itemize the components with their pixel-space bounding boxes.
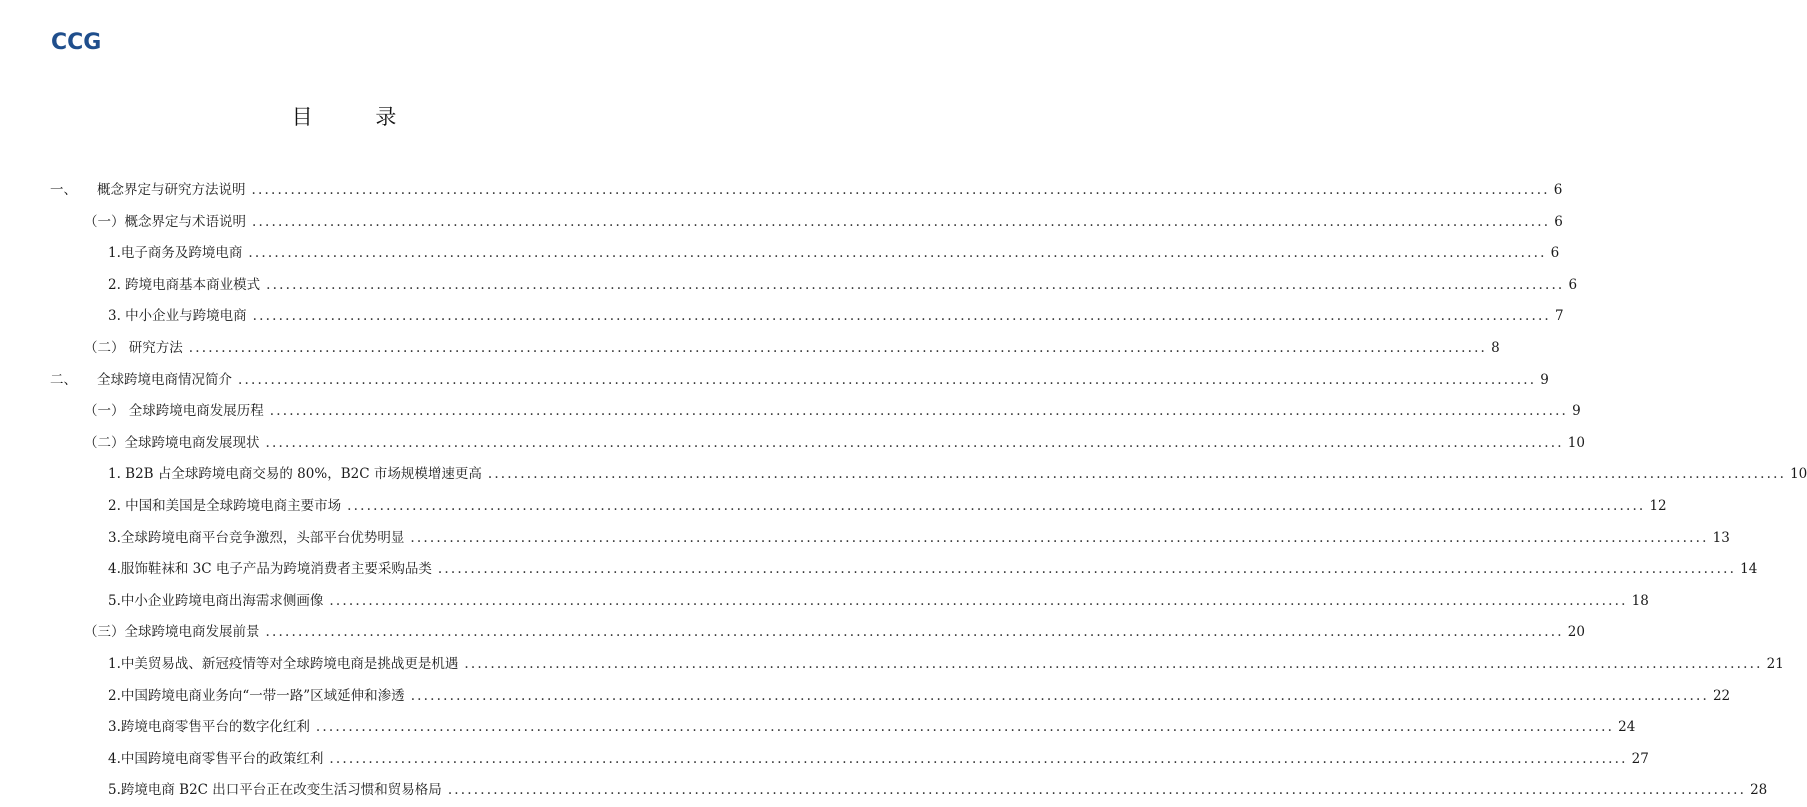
toc-leader-dots: ........................................................................................................................................................................................................: [252, 308, 1551, 324]
toc-entry-page-number: 8: [1491, 340, 1500, 356]
toc-leader-dots: ........................................................................................................................................................................................................: [251, 182, 1550, 198]
ccg-logo: CCG: [51, 30, 102, 55]
toc-entry-title: 2. 跨境电商基本商业模式: [108, 277, 261, 293]
toc-leader-dots: ........................................................................................................................................................................................................: [329, 751, 1628, 767]
toc-entry-title: 2.中国跨境电商业务向“一带一路”区域延伸和渗透: [108, 688, 405, 704]
toc-entry-number: 二、: [50, 372, 77, 388]
toc-entry-title: （二） 研究方法: [84, 340, 183, 356]
toc-entry-page-number: 10: [1790, 466, 1807, 482]
toc-entry-title: 概念界定与研究方法说明: [97, 182, 246, 198]
toc-entry[interactable]: [108, 747, 1649, 771]
toc-entry[interactable]: [108, 684, 1731, 708]
toc-leader-dots: ........................................................................................................................................................................................................: [437, 561, 1737, 577]
toc-leader-dots: ........................................................................................................................................................................................................: [410, 530, 1709, 546]
toc-entry-title: 4.服饰鞋袜和 3C 电子产品为跨境消费者主要采购品类: [108, 561, 432, 577]
toc-entry-title: （一）概念界定与术语说明: [84, 214, 246, 230]
page-title: 目 录: [291, 105, 425, 129]
toc-entry[interactable]: [108, 304, 1564, 328]
toc-entry-page-number: 9: [1540, 372, 1549, 388]
toc-entry-title: 1.中美贸易战、新冠疫情等对全球跨境电商是挑战更是机遇: [108, 656, 459, 672]
toc-entry-page-number: 6: [1550, 245, 1560, 261]
toc-entry[interactable]: [84, 620, 1585, 644]
toc-entry-page-number: 22: [1712, 688, 1731, 704]
toc-entry[interactable]: [108, 778, 1768, 802]
toc-entry-number: 一、: [50, 182, 77, 198]
toc-entry[interactable]: [108, 494, 1667, 518]
toc-entry[interactable]: [84, 336, 1500, 360]
toc-entry[interactable]: [50, 178, 1563, 202]
toc-leader-dots: ........................................................................................................................................................................................................: [248, 245, 1547, 261]
toc-entry-title: 3.全球跨境电商平台竞争激烈，头部平台优势明显: [108, 530, 405, 546]
toc-leader-dots: ........................................................................................................................................................................................................: [188, 340, 1488, 356]
toc-entry-title: 3.跨境电商零售平台的数字化红利: [108, 719, 310, 735]
toc-entry[interactable]: [108, 589, 1649, 613]
toc-entry-page-number: 14: [1740, 561, 1758, 577]
toc-leader-dots: ........................................................................................................................................................................................................: [238, 372, 1537, 388]
toc-leader-dots: ........................................................................................................................................................................................................: [315, 719, 1615, 735]
toc-entry[interactable]: [84, 431, 1585, 455]
toc-entry-page-number: 12: [1649, 498, 1667, 514]
toc-entry-page-number: 6: [1568, 277, 1578, 293]
toc-leader-dots: ........................................................................................................................................................................................................: [265, 435, 1564, 451]
toc-entry[interactable]: [108, 557, 1758, 581]
toc-entry[interactable]: [84, 399, 1581, 423]
toc-entry-page-number: 28: [1750, 782, 1768, 798]
toc-entry-page-number: 9: [1572, 403, 1581, 419]
toc-entry-page-number: 6: [1554, 214, 1563, 230]
toc-entry[interactable]: [108, 241, 1560, 265]
toc-entry[interactable]: [108, 462, 1807, 486]
toc-entry-page-number: 27: [1631, 751, 1649, 767]
toc-entry-page-number: 6: [1553, 182, 1563, 198]
toc-entry-page-number: 10: [1567, 435, 1585, 451]
toc-entry[interactable]: [50, 368, 1549, 392]
toc-leader-dots: ........................................................................................................................................................................................................: [265, 624, 1564, 640]
toc-leader-dots: ........................................................................................................................................................................................................: [347, 498, 1646, 514]
toc-leader-dots: ........................................................................................................................................................................................................: [487, 466, 1787, 482]
toc-entry-title: 1. B2B 占全球跨境电商交易的 80%，B2C 市场规模增速更高: [108, 466, 482, 482]
toc-leader-dots: ........................................................................................................................................................................................................: [252, 214, 1551, 230]
toc-entry-title: 1.电子商务及跨境电商: [108, 245, 243, 261]
toc-leader-dots: ........................................................................................................................................................................................................: [329, 593, 1628, 609]
toc-entry-title: 5.跨境电商 B2C 出口平台正在改变生活习惯和贸易格局: [108, 782, 442, 798]
toc-entry-title: （三）全球跨境电商发展前景: [84, 624, 260, 640]
toc-entry-title: 5.中小企业跨境电商出海需求侧画像: [108, 593, 324, 609]
toc-entry[interactable]: [108, 652, 1784, 676]
toc-entry[interactable]: [108, 526, 1730, 550]
toc-leader-dots: ........................................................................................................................................................................................................: [464, 656, 1763, 672]
toc-leader-dots: ........................................................................................................................................................................................................: [266, 277, 1565, 293]
toc-entry-title: （二）全球跨境电商发展现状: [84, 435, 260, 451]
toc-leader-dots: ........................................................................................................................................................................................................: [410, 688, 1709, 704]
toc-entry-title: 2. 中国和美国是全球跨境电商主要市场: [108, 498, 342, 514]
toc-entry-page-number: 18: [1631, 593, 1649, 609]
toc-entry[interactable]: [108, 715, 1636, 739]
toc-leader-dots: ........................................................................................................................................................................................................: [269, 403, 1569, 419]
toc-entry-title: 3. 中小企业与跨境电商: [108, 308, 247, 324]
toc-entry-title: 全球跨境电商情况简介: [97, 372, 232, 388]
toc-entry-page-number: 24: [1618, 719, 1636, 735]
toc-leader-dots: ........................................................................................................................................................................................................: [447, 782, 1747, 798]
toc-entry-title: （一） 全球跨境电商发展历程: [84, 403, 264, 419]
toc-entry-page-number: 7: [1554, 308, 1564, 324]
toc-entry-page-number: 21: [1766, 656, 1784, 672]
toc-entry-page-number: 13: [1712, 530, 1730, 546]
toc-entry-page-number: 20: [1567, 624, 1585, 640]
toc-entry[interactable]: [84, 210, 1563, 234]
toc-entry[interactable]: [108, 273, 1578, 297]
toc-entry-title: 4.中国跨境电商零售平台的政策红利: [108, 751, 324, 767]
